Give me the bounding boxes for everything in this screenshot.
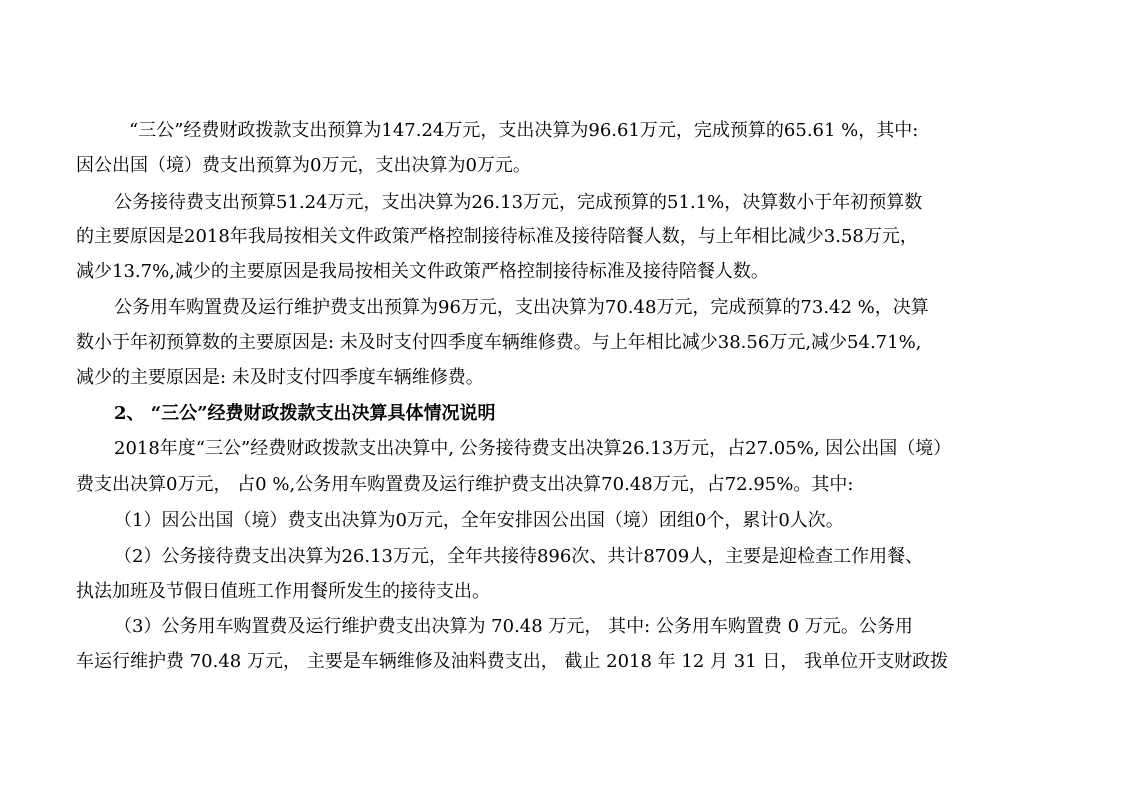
text-line: “三公”经费财政拨款支出预算为147.24万元，支出决算为96.61万元，完成预算的65.61 %，其中: bbox=[129, 120, 919, 141]
text-line: 数小于年初预算数的主要原因是: 未及时支付四季度车辆维修费。与上年相比减少38.56万元,减少54.71%, bbox=[76, 332, 922, 353]
text-line: （3）公务用车购置费及运行维护费支出决算为 70.48 万元， 其中: 公务用车购置费 0 万元。公务用 bbox=[114, 616, 913, 637]
text-line: 2018年度“三公”经费财政拨款支出决算中, 公务接待费支出决算26.13万元，占27.05%, 因公出国（境） bbox=[114, 438, 952, 459]
text-line: 费支出决算0万元， 占0 %,公务用车购置费及运行维护费支出决算70.48万元，占72.95%。其中: bbox=[76, 474, 854, 495]
text-line: 执法加班及节假日值班工作用餐所发生的接待支出。 bbox=[76, 581, 490, 602]
heading-text: 2、 “三公”经费财政拨款支出决算具体情况说明 bbox=[114, 403, 496, 424]
text-line: 公务接待费支出预算51.24万元，支出决算为26.13万元，完成预算的51.1%，决算数小于年初预算数 bbox=[114, 192, 923, 213]
text-line: （1）因公出国（境）费支出决算为0万元，全年安排因公出国（境）团组0个，累计0人次。 bbox=[114, 510, 844, 531]
text-line: 减少13.7%,减少的主要原因是我局按相关文件政策严格控制接待标准及接待陪餐人数。 bbox=[76, 261, 769, 282]
text-line: 车运行维护费 70.48 万元， 主要是车辆维修及油料费支出， 截止 2018 年 12 月 31 日， 我单位开支财政拨 bbox=[76, 651, 949, 672]
text-line: （2）公务接待费支出决算为26.13万元，全年共接待896次、共计8709人，主要是迎检查工作用餐、 bbox=[114, 546, 924, 567]
text-line: 公务用车购置费及运行维护费支出预算为96万元，支出决算为70.48万元，完成预算的73.42 %，决算 bbox=[114, 297, 929, 318]
text-line: 减少的主要原因是: 未及时支付四季度车辆维修费。 bbox=[76, 367, 484, 388]
text-line: 的主要原因是2018年我局按相关文件政策严格控制接待标准及接待陪餐人数，与上年相比减少3.58万元， bbox=[76, 226, 918, 247]
text-line: 因公出国（境）费支出预算为0万元，支出决算为0万元。 bbox=[76, 155, 531, 176]
